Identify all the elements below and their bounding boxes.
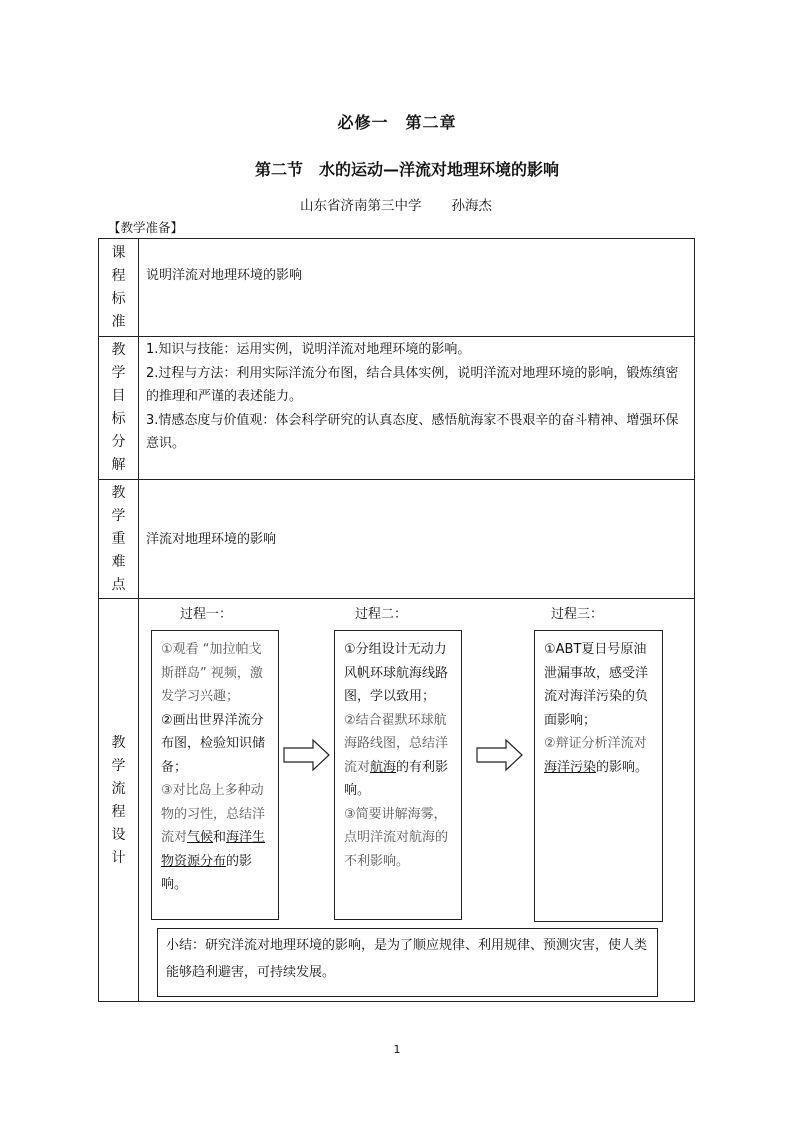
- process-2-item-text: ②结合翟默环球航海路线图，总结洋流对: [344, 712, 449, 775]
- row-label-key-points: [99, 480, 138, 598]
- label-char: 解: [111, 457, 126, 473]
- process-1-item-text: ③对比岛上多种动物的习性，总结洋流对: [161, 783, 266, 845]
- label-char: 流: [111, 780, 126, 797]
- standard-content: 说明洋流对地理环境的影响: [146, 268, 303, 283]
- label-char: 课: [111, 244, 126, 261]
- row-label-process: [99, 599, 138, 1002]
- underlined-term: 气候: [187, 830, 214, 845]
- section-title: 第二节 水的运动—洋流对地理环境的影响: [254, 160, 559, 179]
- objective-item: 2.过程与方法：利用实际洋流分布图，结合具体实例，说明洋流对地理环境的影响，锻炼缜密的推理和严谨的表述能力。: [146, 365, 679, 404]
- process-2-box: [334, 630, 462, 920]
- objective-item: 1.知识与技能：运用实例，说明洋流对地理环境的影响。: [146, 342, 471, 357]
- process-1-item: ①观看 “加拉帕戈斯群岛” 视频，激发学习兴趣；: [161, 642, 263, 704]
- label-char: 学: [111, 757, 126, 774]
- process-1-item-text: 和: [213, 830, 227, 845]
- right-arrow-icon: [283, 738, 331, 772]
- process-1-item: [161, 779, 272, 897]
- label-char: 目: [111, 388, 126, 404]
- row-divider: [98, 479, 695, 480]
- label-char: 点: [111, 576, 126, 593]
- label-char: 教: [111, 484, 126, 501]
- objectives-content: [146, 338, 686, 456]
- process-3-title: 过程三：: [551, 607, 604, 622]
- label-char: 准: [111, 313, 126, 330]
- right-arrow-icon: [476, 738, 524, 772]
- chapter-title: 必修一 第二章: [337, 113, 457, 132]
- process-2-item: [344, 709, 455, 803]
- process-1-box: [151, 630, 279, 920]
- underlined-term: 航海: [370, 759, 397, 775]
- page-number: 1: [393, 1043, 401, 1056]
- prep-label: 【教学准备】: [108, 220, 184, 235]
- process-3-item: ①ABT夏日号原油泄漏事故，感受洋流对海洋污染的负面影响；: [544, 642, 649, 728]
- process-2-item: ③简要讲解海雾，点明洋流对航海的不利影响。: [344, 806, 449, 869]
- key-points-content: 洋流对地理环境的影响: [146, 532, 277, 547]
- school-name: 山东省济南第三中学: [300, 198, 422, 214]
- process-1-title: 过程一：: [180, 607, 233, 622]
- label-char: 难: [111, 553, 126, 570]
- row-divider: [98, 598, 695, 599]
- process-1-item: ②画出世界洋流分布图，检验知识储备；: [161, 712, 266, 775]
- process-3-box: [534, 630, 663, 922]
- label-char: 计: [111, 849, 126, 866]
- label-char: 设: [111, 826, 126, 843]
- underlined-term: 海洋生物资源分布: [161, 830, 266, 869]
- label-char: 标: [111, 411, 126, 427]
- author-name: 孙海杰: [451, 198, 492, 214]
- process-2-item: ①分组设计无动力风帆环球航海线路图，学以致用；: [344, 642, 449, 704]
- label-char: 学: [111, 365, 126, 381]
- objective-item: 3.情感态度与价值观：体会科学研究的认真态度、感悟航海家不畏艰辛的奋斗精神、增强环保意识。: [146, 412, 679, 451]
- label-char: 学: [111, 507, 126, 524]
- summary-box: 小结：研究洋流对地理环境的影响，是为了顺应规律、利用规律、预测灾害，使人类能够趋利避害，可持续发展。: [157, 928, 658, 997]
- author-line: [300, 194, 492, 214]
- row-label-standard: [99, 239, 138, 336]
- process-3-item-text: ②辩证分析洋流对: [544, 736, 647, 751]
- row-divider: [98, 336, 695, 337]
- process-3-item: [544, 732, 656, 779]
- label-char: 重: [111, 530, 126, 547]
- table-column-divider: [138, 238, 139, 1002]
- process-1-item-text: 的影响。: [161, 853, 253, 892]
- label-char: 程: [111, 267, 126, 284]
- row-label-objectives: [99, 337, 138, 479]
- process-2-item-text: 的有利影响。: [344, 759, 449, 798]
- label-char: 分: [111, 434, 126, 450]
- label-char: 标: [111, 290, 126, 307]
- label-char: 教: [111, 734, 126, 751]
- label-char: 教: [111, 342, 126, 358]
- process-3-item-text: 的影响。: [596, 759, 649, 775]
- process-2-title: 过程二：: [355, 607, 408, 622]
- underlined-term: 海洋污染: [544, 759, 597, 775]
- label-char: 程: [111, 803, 126, 820]
